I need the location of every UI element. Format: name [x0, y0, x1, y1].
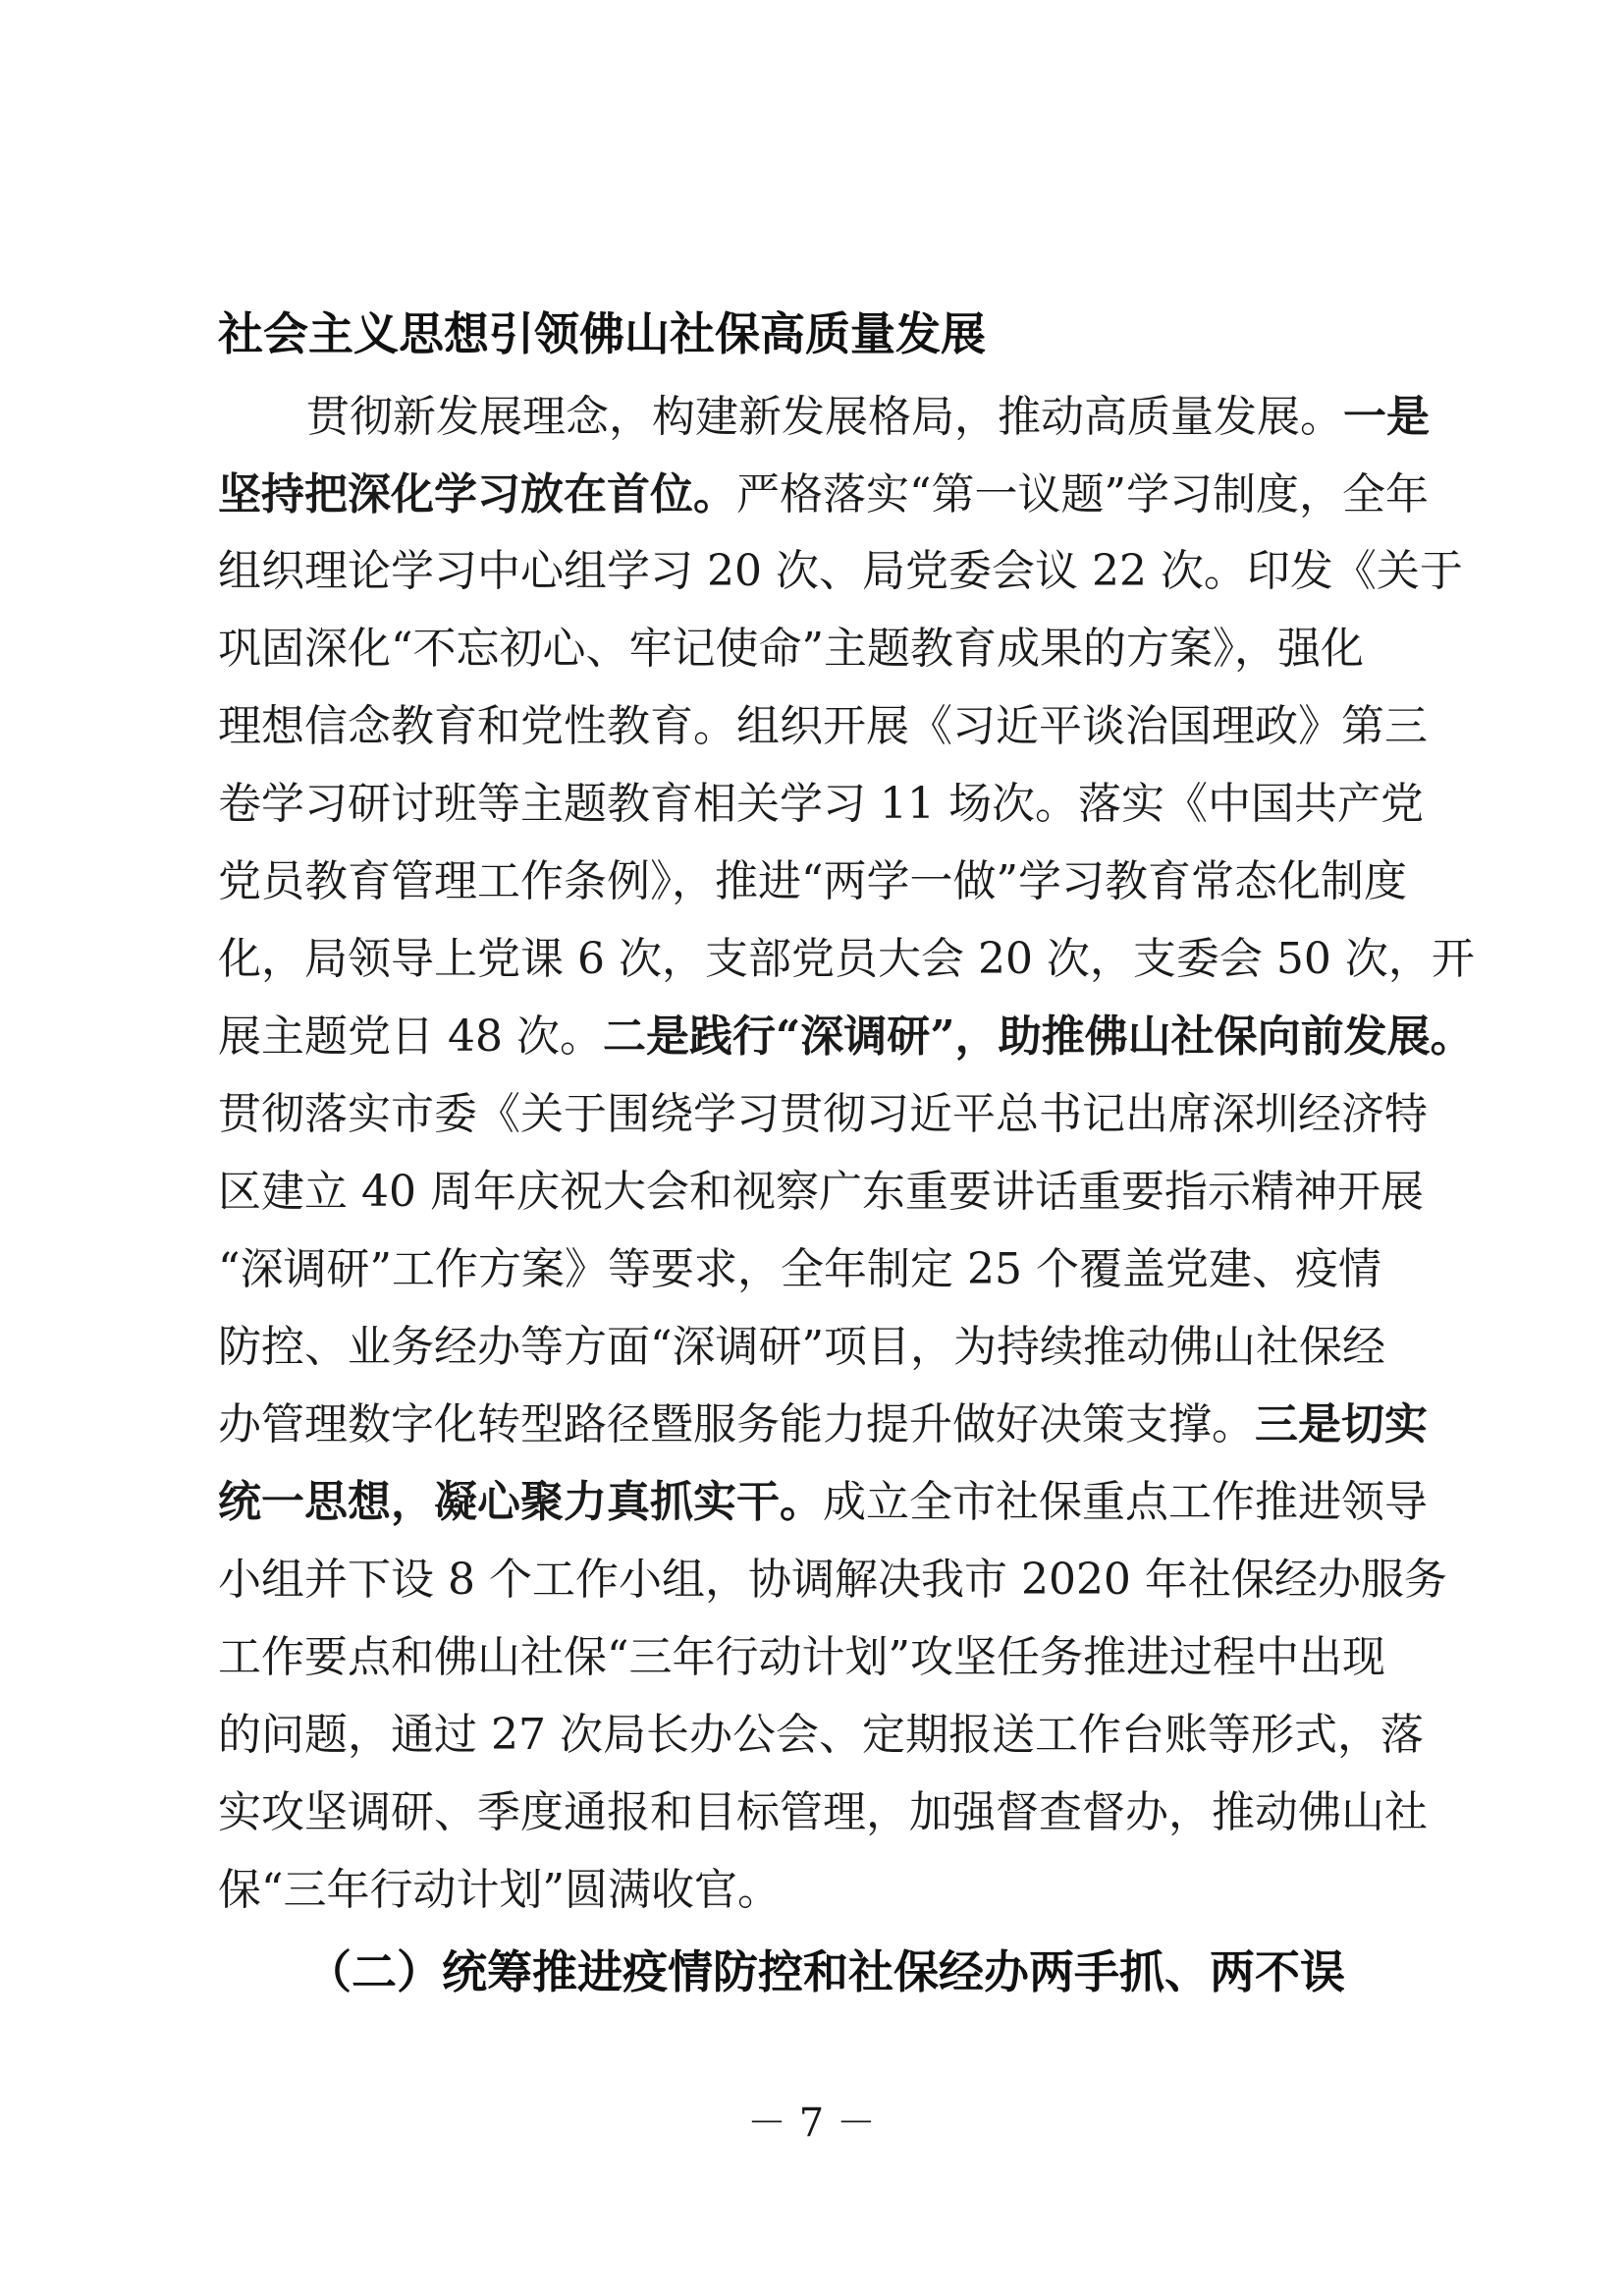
paragraph-line: 化，局领导上党课 6 次，支部党员大会 20 次，支委会 50 次，开	[218, 934, 1475, 984]
paragraph-line: 巩固深化“不忘初心、牢记使命”主题教育成果的方案》，强化	[218, 624, 1364, 674]
paragraph-line: 贯彻落实市委《关于围绕学习贯彻习近平总书记出席深圳经济特	[218, 1089, 1428, 1139]
paragraph-line: 防控、业务经办等方面“深调研”项目，为持续推动佛山社保经	[218, 1322, 1385, 1372]
text-run: 办管理数字化转型路径暨服务能力提升做好决策支撑。	[218, 1399, 1255, 1449]
bold-run: 统一思想，凝心聚力真抓实干。	[218, 1477, 823, 1527]
text-run: 严格落实“第一议题”学习制度，全年	[736, 469, 1429, 519]
bold-run: 三是切实	[1255, 1399, 1428, 1449]
paragraph-line: 的问题，通过 27 次局长办公会、定期报送工作台账等形式，落	[218, 1710, 1424, 1760]
paragraph-line: 组织理论学习中心组学习 20 次、局党委会议 22 次。印发《关于	[218, 546, 1463, 596]
section-heading: （二）统筹推进疫情防控和社保经办两手抓、两不误	[306, 1945, 1345, 1998]
paragraph-line: 党员教育管理工作条例》，推进“两学一做”学习教育常态化制度	[218, 856, 1407, 906]
paragraph-line: 保“三年行动计划”圆满收官。	[218, 1865, 781, 1915]
paragraph-line	[218, 1473, 1428, 1532]
bold-run: 二是践行“深调研”，助推佛山社保向前发展。	[602, 1011, 1474, 1062]
paragraph-line: 工作要点和佛山社保“三年行动计划”攻坚任务推进过程中出现	[218, 1632, 1385, 1682]
text-run: 成立全市社保重点工作推进领导	[823, 1477, 1428, 1527]
paragraph-line	[218, 1395, 1428, 1454]
paragraph-line: 区建立 40 周年庆祝大会和视察广东重要讲话重要指示精神开展	[218, 1167, 1424, 1217]
text-run: 贯彻新发展理念，构建新发展格局，推动高质量发展。	[306, 392, 1343, 442]
paragraph-line	[218, 1008, 1474, 1066]
paragraph-line	[306, 388, 1430, 447]
page-number: － 7 －	[747, 2101, 876, 2146]
paragraph-line: 卷学习研讨班等主题教育相关学习 11 场次。落实《中国共产党	[218, 779, 1424, 829]
paragraph-line	[218, 465, 1429, 524]
paragraph-line: 实攻坚调研、季度通报和目标管理，加强督查督办，推动佛山社	[218, 1787, 1428, 1837]
paragraph-line: 理想信念教育和党性教育。组织开展《习近平谈治国理政》第三	[218, 701, 1428, 751]
paragraph-line: 小组并下设 8 个工作小组，协调解决我市 2020 年社保经办服务	[218, 1555, 1447, 1605]
text-run: 展主题党日 48 次。	[218, 1011, 603, 1062]
bold-run: 坚持把深化学习放在首位。	[218, 469, 736, 519]
bold-run: 一是	[1343, 392, 1430, 442]
paragraph-line: “深调研”工作方案》等要求，全年制定 25 个覆盖党建、疫情	[218, 1244, 1381, 1294]
top-heading: 社会主义思想引领佛山社保高质量发展	[218, 307, 986, 360]
